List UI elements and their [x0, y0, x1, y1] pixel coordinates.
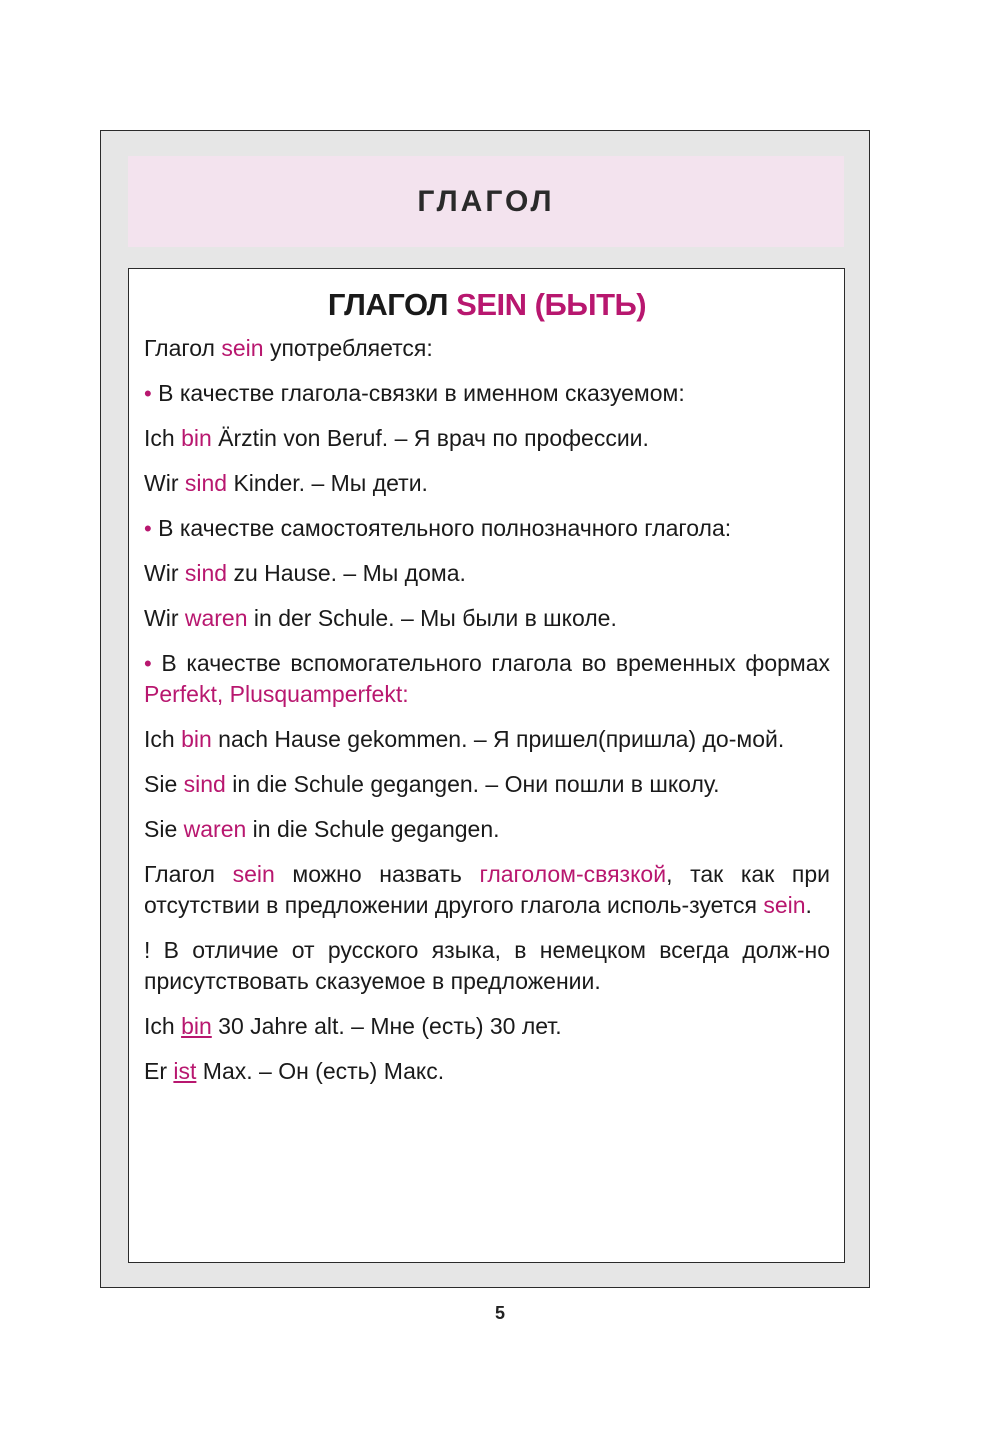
- keyword: bin: [181, 425, 212, 451]
- bullet-icon: •: [144, 516, 152, 541]
- bullet-icon: •: [144, 381, 152, 406]
- bullet-item: • В качестве вспомогательного глагола во временных формах Perfekt, Plusquamperfekt:: [144, 650, 831, 707]
- section-banner: [128, 156, 844, 247]
- example-line: Sie sind in die Schule gegangen. – Они пошли в школу.: [144, 771, 720, 797]
- explanation-paragraph: Глагол sein можно назвать глаголом-связкой, так как при отсутствии в предложении другого глагола исполь-зуется sein.: [144, 861, 830, 918]
- keyword: sind: [183, 771, 226, 797]
- keyword: sein: [232, 861, 275, 887]
- note-paragraph: ! В отличие от русского языка, в немецком всегда долж-но присутствовать сказуемое в предложении.: [144, 937, 830, 994]
- page-frame: [100, 130, 870, 1288]
- intro-text: Глагол sein употребляется:: [144, 335, 433, 361]
- card-title-prefix: ГЛАГОЛ: [327, 287, 457, 322]
- card-title-highlight: SEIN (БЫТЬ): [456, 287, 647, 322]
- keyword: sind: [184, 470, 228, 496]
- example-line: Wir sind Kinder. – Мы дети.: [144, 470, 428, 496]
- keyword: waren: [184, 605, 248, 631]
- bullet-item: • В качестве глагола-связки в именном сказуемом:: [144, 380, 685, 406]
- keyword: sein: [221, 335, 264, 361]
- example-line: Sie waren in die Schule gegangen.: [144, 816, 500, 842]
- keyword: ist: [173, 1058, 197, 1084]
- page-number: 5: [494, 1303, 505, 1323]
- keyword: bin: [181, 1013, 212, 1039]
- content-card: [128, 268, 845, 1263]
- example-line: Ich bin Ärztin von Beruf. – Я врач по профессии.: [144, 425, 649, 451]
- keyword: sein: [763, 892, 806, 918]
- example-line: Wir sind zu Hause. – Мы дома.: [144, 560, 466, 586]
- example-line: Wir waren in der Schule. – Мы были в школе.: [144, 605, 617, 631]
- keyword: глаголом-связкой: [479, 861, 667, 887]
- keyword: Perfekt, Plusquamperfekt:: [144, 681, 409, 707]
- example-line: Er ist Max. – Он (есть) Макс.: [144, 1058, 445, 1084]
- bullet-item: • В качестве самостоятельного полнозначного глагола:: [144, 515, 732, 541]
- keyword: bin: [181, 726, 212, 752]
- bullet-icon: •: [144, 651, 152, 676]
- example-line: Ich bin 30 Jahre alt. – Мне (есть) 30 лет.: [144, 1013, 562, 1039]
- card-title: [144, 287, 830, 323]
- section-title: ГЛАГОЛ: [417, 184, 555, 218]
- example-line: Ich bin nach Hause gekommen. – Я пришел(пришла) до-мой.: [144, 726, 785, 752]
- keyword: sind: [184, 560, 228, 586]
- keyword: waren: [183, 816, 247, 842]
